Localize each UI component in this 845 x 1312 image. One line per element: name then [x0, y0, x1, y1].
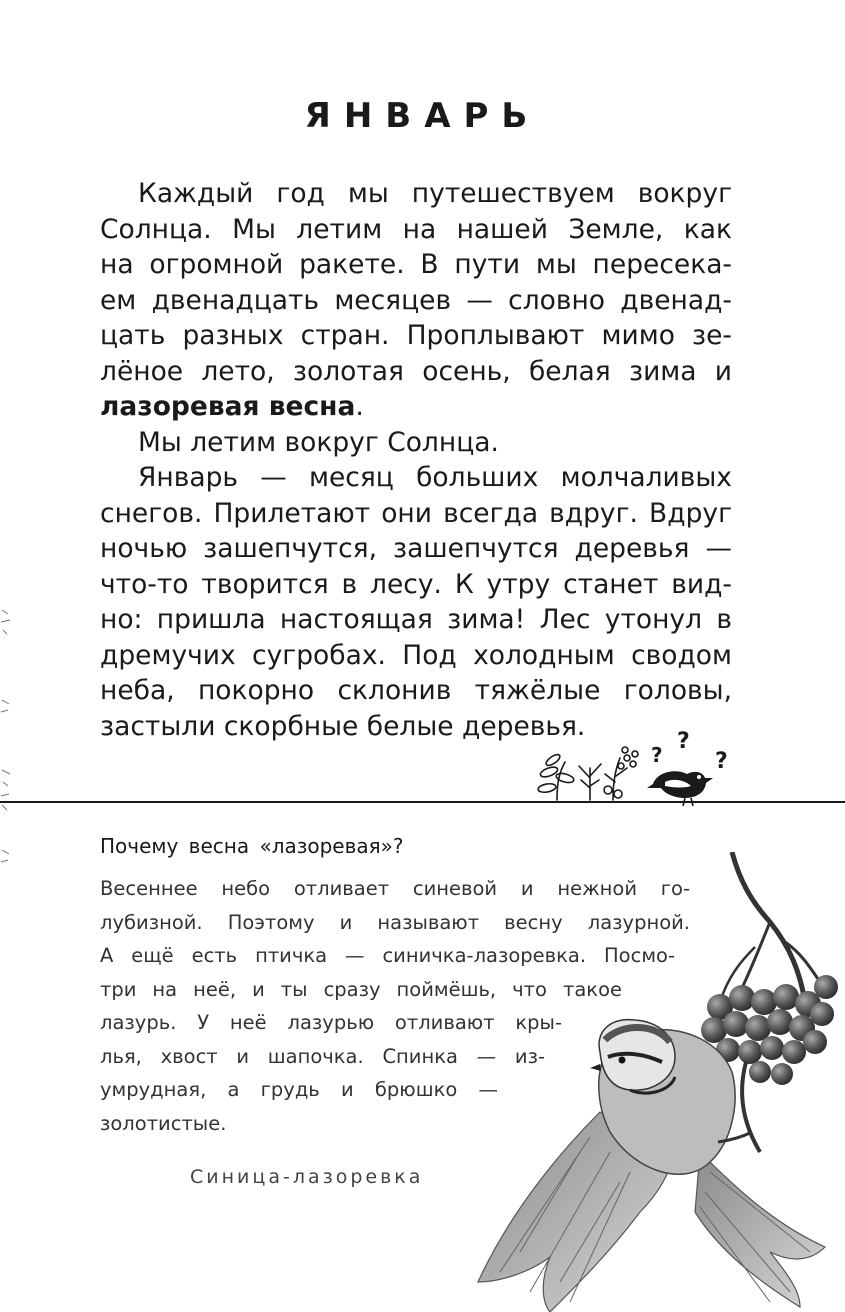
main-line: Солнца. Мы летим на нашей Земле, как: [100, 213, 732, 245]
sidebar-line: три на неё, и ты сразу поймёшь, что такое: [100, 977, 622, 1001]
chapter-title: ЯНВАРЬ: [304, 96, 541, 136]
main-line: ем двенадцать месяцев — словно двенад-: [100, 284, 732, 316]
main-line: застыли скорбные белые деревья.: [100, 710, 586, 742]
sidebar-line: лья, хвост и шапочка. Спинка — из-: [100, 1044, 545, 1068]
sidebar-line: лазурь. У неё лазурью отливают кры-: [100, 1011, 562, 1034]
main-line: но: пришла настоящая зима! Лес утонул в: [100, 604, 732, 635]
blue-tit-on-rowan-branch-illustration: [470, 852, 845, 1312]
sidebar-question: Почему весна «лазоревая»?: [100, 834, 404, 858]
paragraph-2: Мы летим вокруг Солнца.: [138, 426, 499, 458]
question-mark: ?: [715, 749, 728, 774]
sidebar-line: лубизной. Поэтому и называют весну лазурной.: [100, 910, 690, 934]
main-line: неба, покорно склонив тяжёлые головы,: [100, 675, 732, 706]
main-line: снегов. Прилетают они всегда вдруг. Вдруг: [100, 497, 732, 529]
main-line: что-то творится в лесу. К утру станет вид-: [100, 568, 732, 600]
bold-phrase: лазоревая весна: [100, 391, 356, 422]
main-line: дремучих сугробах. Под холодным сводом: [100, 639, 732, 671]
main-line: ночью зашепчутся, зашепчутся деревья —: [100, 533, 732, 564]
main-line: цать разных стран. Проплывают мимо зе-: [100, 320, 732, 351]
winter-plants-and-questioning-bird-icon: [535, 728, 745, 808]
illustration-caption: Синица-лазоревка: [190, 1166, 424, 1188]
sidebar-line: А ещё есть птичка — синичка-лазоревка. Посмо-: [100, 944, 675, 967]
period: .: [355, 391, 364, 422]
main-line: Каждый год мы путешествуем вокруг: [138, 178, 732, 209]
question-mark: ?: [677, 729, 690, 754]
main-line-bold: [100, 389, 732, 425]
section-divider: [0, 801, 845, 803]
main-line: на огромной ракете. В пути мы пересека-: [100, 249, 732, 280]
margin-scratches: [0, 600, 14, 870]
main-line: лёное лето, золотая осень, белая зима и: [100, 355, 732, 387]
sidebar-line: умрудная, а грудь и брюшко —: [100, 1078, 498, 1101]
main-line: Январь — месяц больших молчаливых: [138, 462, 732, 493]
sidebar-line: Весеннее небо отливает синевой и нежной го-: [100, 877, 690, 900]
main-text: [100, 176, 732, 744]
sidebar-line: золотистые.: [100, 1111, 227, 1135]
question-mark: ?: [651, 743, 663, 767]
